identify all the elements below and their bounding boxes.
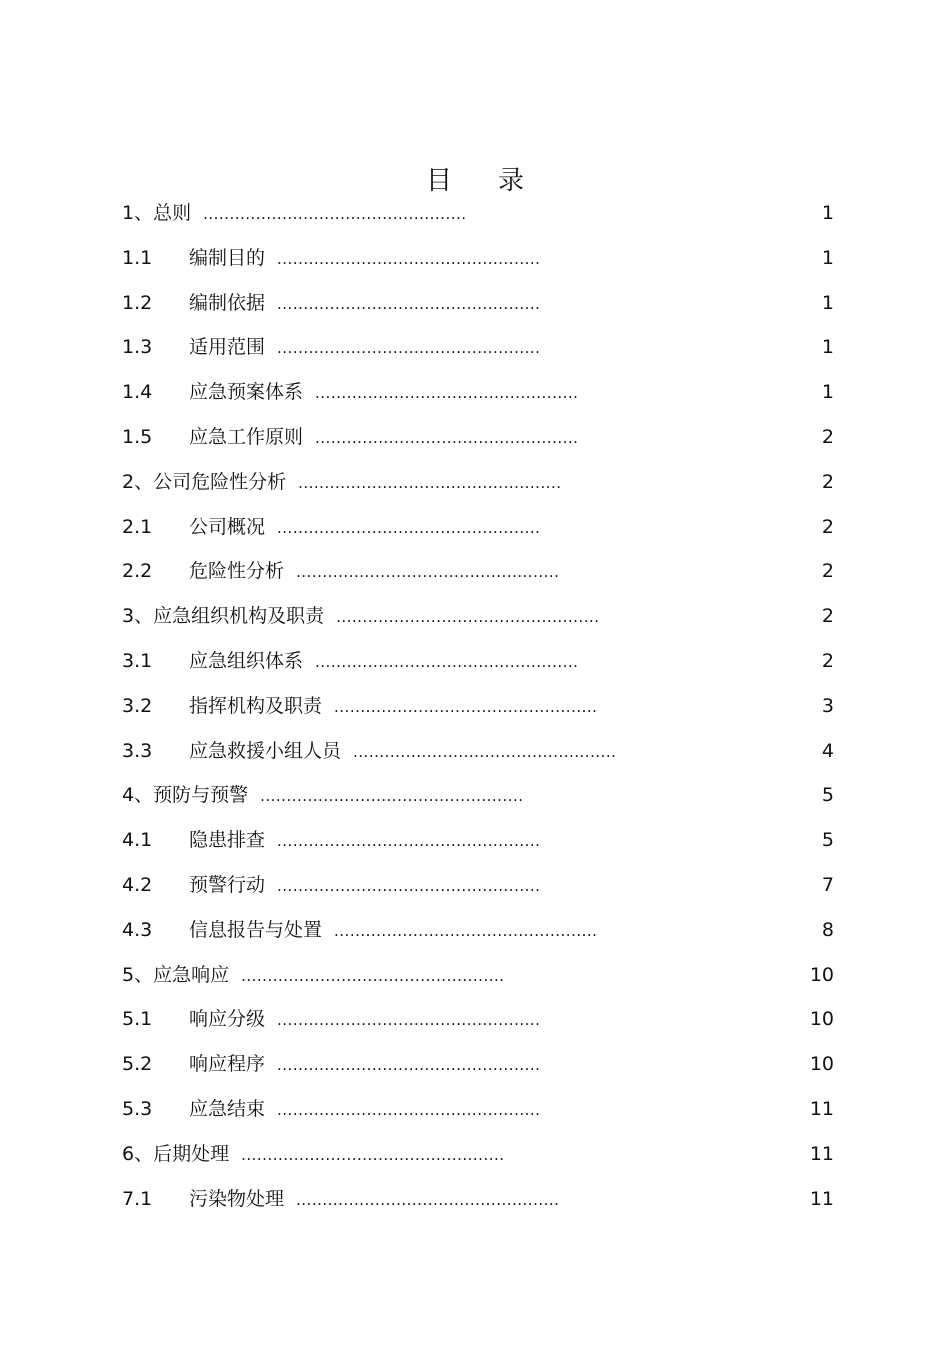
toc-entry-label — [122, 818, 540, 864]
toc-entry-label — [122, 370, 578, 416]
toc-entry-title: 响应分级 — [189, 1008, 266, 1031]
toc-entry-number: 4.1 — [122, 829, 153, 852]
toc-entry-page-number: 10 — [809, 1053, 834, 1076]
toc-entry-label — [122, 460, 562, 506]
toc-entry-number: 5.3 — [122, 1097, 153, 1120]
toc-entry[interactable] — [122, 773, 834, 818]
toc-entry[interactable] — [122, 325, 834, 370]
toc-entry-page-number: 1 — [821, 336, 834, 359]
toc-leader-dots: .................................................. — [334, 921, 598, 940]
toc-entry-number: 3.3 — [122, 739, 153, 762]
toc-entry-number: 6、 — [122, 1142, 154, 1165]
toc-entry-page-number: 2 — [821, 605, 834, 628]
toc-entry-page-number: 1 — [821, 291, 834, 314]
toc-entry-page-number: 2 — [821, 560, 834, 583]
toc-entry-label — [122, 997, 540, 1043]
toc-entry[interactable] — [122, 684, 834, 729]
toc-entry-page-number: 11 — [809, 1142, 834, 1165]
toc-title-part2: 录 — [498, 166, 525, 197]
toc-leader-dots: .................................................. — [241, 1145, 505, 1164]
toc-leader-dots: .................................................. — [296, 563, 560, 582]
toc-entry-title: 应急预案体系 — [189, 381, 304, 404]
toc-leader-dots: .................................................. — [315, 652, 579, 671]
toc-entry-page-number: 4 — [821, 739, 834, 762]
toc-entry-label — [122, 281, 540, 327]
toc-entry-page-number: 7 — [821, 873, 834, 896]
toc-entry-number: 1.3 — [122, 336, 153, 359]
toc-entry-page-number: 10 — [809, 1008, 834, 1031]
toc-entry-page-number: 1 — [821, 246, 834, 269]
toc-entry-label — [122, 1132, 505, 1178]
toc-entry-page-number: 2 — [821, 515, 834, 538]
toc-leader-dots: .................................................. — [277, 339, 541, 358]
toc-entry[interactable] — [122, 415, 834, 460]
toc-entry-number: 1.2 — [122, 291, 153, 314]
toc-entry-label — [122, 773, 524, 819]
toc-leader-dots: .................................................. — [315, 428, 579, 447]
toc-leader-dots: .................................................. — [336, 608, 600, 627]
toc-leader-dots: .................................................. — [353, 742, 617, 761]
toc-leader-dots: .................................................. — [277, 518, 541, 537]
toc-entry-title: 预防与预警 — [153, 784, 249, 807]
toc-entry-label — [122, 594, 600, 640]
toc-entry-title: 响应程序 — [189, 1053, 266, 1076]
toc-entry[interactable] — [122, 863, 834, 908]
toc-entry-label — [122, 1087, 540, 1133]
toc-entry[interactable] — [122, 594, 834, 639]
toc-entry-label — [122, 549, 559, 595]
toc-entry-title: 指挥机构及职责 — [189, 694, 323, 717]
toc-entry-page-number: 2 — [821, 649, 834, 672]
toc-entry[interactable] — [122, 953, 834, 998]
toc-entry-number: 1.4 — [122, 381, 153, 404]
toc-leader-dots: .................................................. — [277, 1100, 541, 1119]
toc-leader-dots: .................................................. — [277, 876, 541, 895]
toc-entry-number: 1、 — [122, 202, 154, 224]
toc-leader-dots: .................................................. — [298, 473, 562, 492]
toc-leader-dots: .................................................. — [277, 1056, 541, 1075]
toc-entry-page-number: 5 — [821, 829, 834, 852]
toc-entry-page-number: 3 — [821, 694, 834, 717]
toc-entry-number: 3.1 — [122, 649, 153, 672]
toc-leader-dots: .................................................. — [277, 249, 541, 268]
toc-entry-title: 公司概况 — [189, 515, 266, 538]
toc-leader-dots: .................................................. — [277, 294, 541, 313]
toc-entry[interactable] — [122, 639, 834, 684]
toc-entry[interactable] — [122, 281, 834, 326]
toc-entry[interactable] — [122, 1042, 834, 1087]
toc-leader-dots: .................................................. — [203, 205, 467, 223]
toc-entry-label — [122, 1177, 559, 1223]
toc-entry-number: 2.1 — [122, 515, 153, 538]
toc-entry-label — [122, 505, 540, 551]
toc-entry-number: 1.1 — [122, 246, 153, 269]
toc-entry-title: 编制依据 — [189, 291, 266, 314]
toc-entry[interactable] — [122, 818, 834, 863]
toc-entry-number: 4.2 — [122, 873, 153, 896]
toc-entry-number: 5.2 — [122, 1053, 153, 1076]
toc-entry[interactable] — [122, 729, 834, 774]
toc-entry[interactable] — [122, 505, 834, 550]
toc-entry-title: 隐患排查 — [189, 829, 266, 852]
toc-entry-page-number: 1 — [821, 381, 834, 404]
toc-entry[interactable] — [122, 908, 834, 953]
toc-entry-number: 5.1 — [122, 1008, 153, 1031]
toc-entry-page-number: 11 — [809, 1097, 834, 1120]
table-of-contents — [122, 191, 834, 1221]
toc-entry-number: 7.1 — [122, 1187, 153, 1210]
toc-entry-page-number: 11 — [809, 1187, 834, 1210]
toc-entry-page-number: 5 — [821, 784, 834, 807]
toc-entry-page-number: 8 — [821, 918, 834, 941]
toc-entry-label — [122, 415, 578, 461]
toc-entry-label — [122, 325, 540, 371]
toc-entry-label — [122, 863, 540, 909]
toc-entry-label — [122, 191, 467, 237]
toc-leader-dots: .................................................. — [241, 966, 505, 985]
toc-entry[interactable] — [122, 1132, 834, 1177]
toc-entry-number: 2、 — [122, 470, 154, 493]
toc-entry-title: 总则 — [153, 202, 192, 224]
toc-entry-page-number: 2 — [821, 470, 834, 493]
toc-entry-title: 应急结束 — [189, 1097, 266, 1120]
toc-leader-dots: .................................................. — [277, 832, 541, 851]
toc-title-part1: 目 — [425, 166, 452, 197]
toc-entry-number: 5、 — [122, 963, 154, 986]
toc-entry-label — [122, 729, 616, 775]
toc-entry-title: 后期处理 — [153, 1142, 230, 1165]
toc-entry-title: 公司危险性分析 — [153, 470, 287, 493]
toc-entry-title: 应急救援小组人员 — [189, 739, 342, 762]
toc-entry-number: 4、 — [122, 784, 154, 807]
toc-entry[interactable] — [122, 236, 834, 281]
toc-entry-title: 编制目的 — [189, 246, 266, 269]
toc-entry-page-number: 10 — [809, 963, 834, 986]
toc-entry-title: 污染物处理 — [189, 1187, 285, 1210]
toc-entry-label — [122, 1042, 540, 1088]
toc-entry[interactable] — [122, 1087, 834, 1132]
toc-entry-title: 预警行动 — [189, 873, 266, 896]
toc-entry-label — [122, 684, 597, 730]
toc-entry-label — [122, 236, 540, 282]
toc-entry-title: 应急组织机构及职责 — [153, 605, 325, 628]
toc-entry[interactable] — [122, 191, 834, 236]
toc-entry-title: 危险性分析 — [189, 560, 285, 583]
toc-entry-page-number: 2 — [821, 425, 834, 448]
toc-entry-number: 1.5 — [122, 425, 153, 448]
toc-entry[interactable] — [122, 460, 834, 505]
toc-entry-label — [122, 953, 505, 999]
toc-entry[interactable] — [122, 1177, 834, 1222]
toc-leader-dots: .................................................. — [277, 1011, 541, 1030]
toc-entry[interactable] — [122, 997, 834, 1042]
toc-entry-title: 应急组织体系 — [189, 649, 304, 672]
toc-entry-title: 适用范围 — [189, 336, 266, 359]
toc-entry-number: 3、 — [122, 605, 154, 628]
toc-entry-number: 2.2 — [122, 560, 153, 583]
toc-entry-page-number: 1 — [821, 202, 834, 224]
toc-leader-dots: .................................................. — [260, 787, 524, 806]
toc-entry-label — [122, 908, 597, 954]
toc-entry[interactable] — [122, 549, 834, 594]
toc-leader-dots: .................................................. — [296, 1190, 560, 1209]
toc-entry-title: 应急响应 — [153, 963, 230, 986]
toc-entry-label — [122, 639, 578, 685]
toc-entry[interactable] — [122, 370, 834, 415]
toc-entry-number: 4.3 — [122, 918, 153, 941]
toc-leader-dots: .................................................. — [315, 384, 579, 403]
toc-entry-title: 应急工作原则 — [189, 425, 304, 448]
toc-entry-number: 3.2 — [122, 694, 153, 717]
toc-entry-title: 信息报告与处置 — [189, 918, 323, 941]
toc-leader-dots: .................................................. — [334, 697, 598, 716]
